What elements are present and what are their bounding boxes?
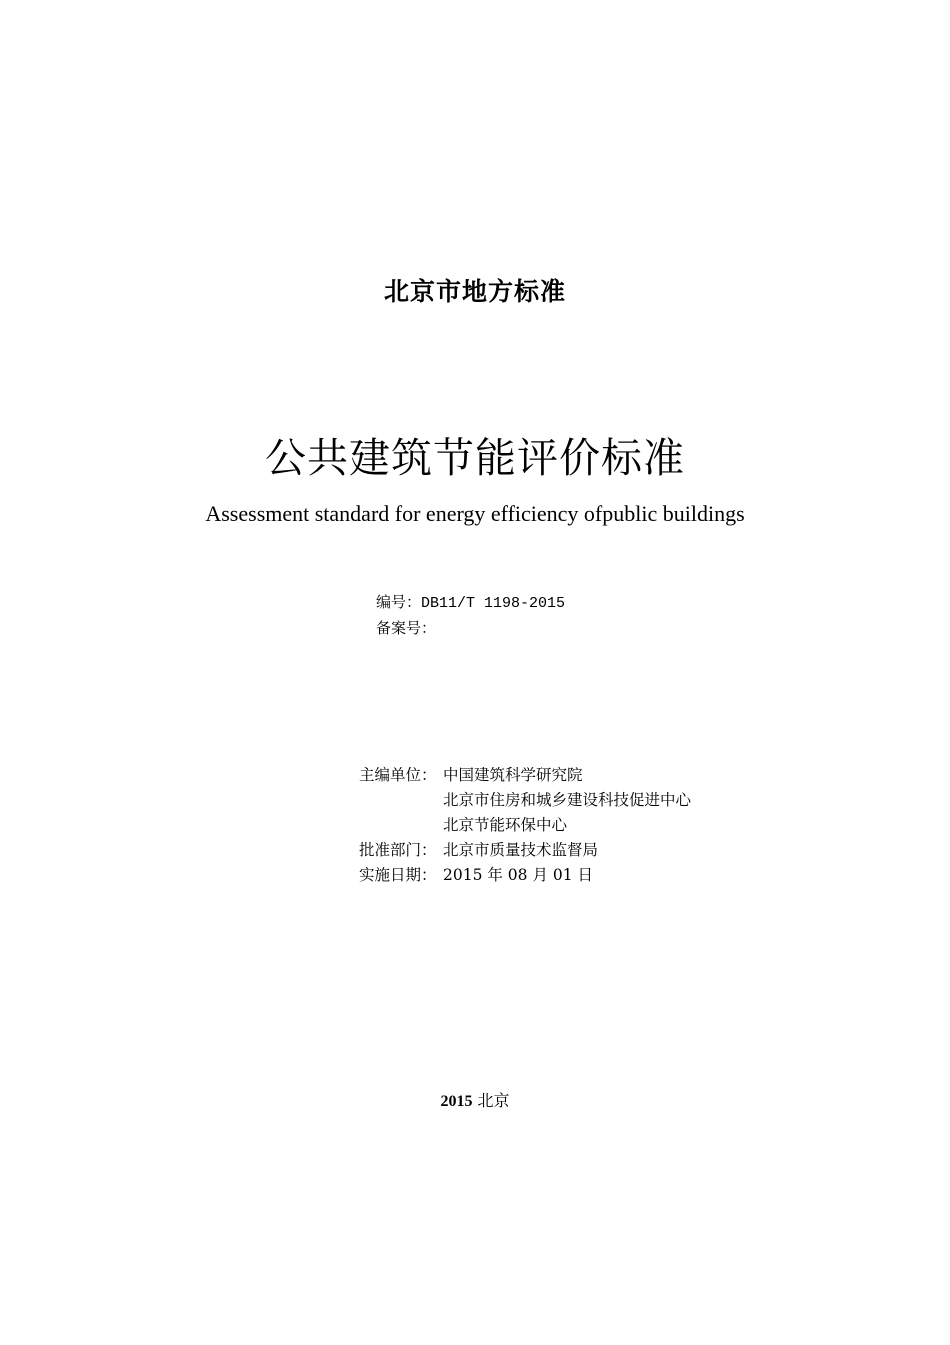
standard-number-label: 编号： bbox=[376, 593, 422, 611]
standard-number-value: DB11/T 1198-2015 bbox=[421, 595, 566, 612]
editor-org: 北京节能环保中心 bbox=[443, 816, 568, 834]
editor-org: 北京市住房和城乡建设科技促进中心 bbox=[443, 791, 692, 809]
filing-number-row bbox=[376, 616, 565, 642]
title-chinese: 公共建筑节能评价标准 bbox=[265, 434, 685, 482]
editor-row bbox=[359, 813, 691, 838]
effective-date-value: 2015 年 08 月 01 日 bbox=[443, 866, 594, 884]
footer-year: 2015 bbox=[440, 1093, 473, 1110]
editor-org: 中国建筑科学研究院 bbox=[443, 766, 583, 784]
title-english: Assessment standard for energy efficiency ofpublic buildings bbox=[205, 501, 745, 526]
editor-label-spacer bbox=[359, 788, 443, 813]
approval-authority: 北京市质量技术监督局 bbox=[443, 841, 599, 859]
editor-row bbox=[359, 788, 691, 813]
approval-label: 批准部门： bbox=[359, 841, 437, 859]
effective-date-label: 实施日期： bbox=[359, 866, 437, 884]
standard-codes bbox=[376, 590, 565, 642]
editor-label-spacer bbox=[359, 813, 443, 838]
footer-city: 北京 bbox=[477, 1091, 510, 1110]
standard-number-row bbox=[376, 590, 565, 616]
effective-date-row bbox=[359, 863, 691, 888]
editor-row bbox=[359, 763, 691, 788]
approval-row bbox=[359, 838, 691, 863]
local-standard-heading: 北京市地方标准 bbox=[383, 277, 566, 306]
footer-imprint bbox=[0, 1088, 950, 1111]
filing-number-label: 备案号： bbox=[376, 619, 437, 637]
publication-info bbox=[359, 763, 691, 888]
editor-label: 主编单位： bbox=[359, 766, 437, 784]
